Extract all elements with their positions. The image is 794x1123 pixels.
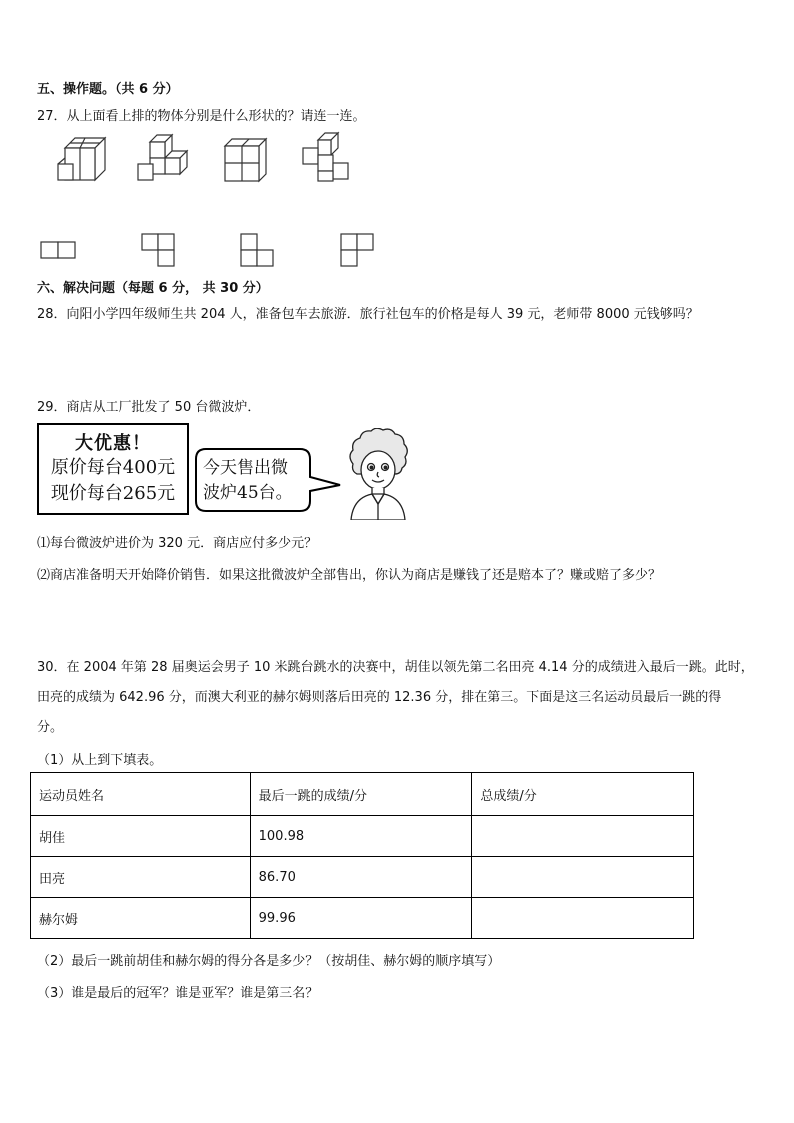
block-figure-1	[58, 138, 105, 180]
top-view-3	[241, 234, 273, 266]
section6-heading: 六、解决问题（每题 6 分， 共 30 分）	[37, 281, 269, 296]
block-figure-3	[225, 139, 266, 181]
table-header-cell: 总成绩/分	[472, 773, 694, 816]
table-cell-total[interactable]	[472, 898, 694, 939]
top-view-1	[41, 242, 75, 258]
promo-sign	[37, 423, 189, 515]
table-header-cell: 运动员姓名	[31, 773, 251, 816]
question-30-line3: 分。	[37, 720, 64, 735]
promo-title: 大优惠！	[75, 433, 151, 454]
table-cell-name: 赫尔姆	[31, 898, 251, 939]
table-row	[31, 857, 694, 898]
table-cell-total[interactable]	[472, 816, 694, 857]
table-row	[31, 898, 694, 939]
bubble-line-2: 波炉45台。	[203, 483, 293, 503]
promo-original-price: 原价每台400元	[50, 457, 176, 478]
promo-current-price: 现价每台265元	[50, 483, 176, 504]
person-illustration	[343, 428, 415, 520]
scores-table	[30, 772, 694, 939]
top-view-2	[142, 234, 174, 266]
section5-heading: 五、操作题。（共 6 分）	[37, 82, 179, 97]
block-figures	[40, 128, 370, 188]
question-29-part1: ⑴每台微波炉进价为 320 元．商店应付多少元？	[37, 536, 318, 551]
question-30-part3: （3）谁是最后的冠军？谁是亚军？谁是第三名？	[37, 986, 319, 1001]
question-29-part2: ⑵商店准备明天开始降价销售．如果这批微波炉全部售出，你认为商店是赚钱了还是赔本了？赚或赔了多少？	[37, 568, 662, 583]
question-29-stem: 29．商店从工厂批发了 50 台微波炉．	[37, 400, 261, 415]
table-row	[31, 816, 694, 857]
table-cell-last-jump: 86.70	[250, 857, 472, 898]
block-figure-2	[138, 135, 187, 180]
table-cell-last-jump: 100.98	[250, 816, 472, 857]
table-header-row	[31, 773, 694, 816]
top-view-shapes	[38, 230, 383, 270]
top-view-4	[341, 234, 373, 266]
table-cell-total[interactable]	[472, 857, 694, 898]
question-30-line1: 30．在 2004 年第 28 届奥运会男子 10 米跳台跳水的决赛中，胡佳以领先第二名田亮 4.14 分的成绩进入最后一跳。此时，	[37, 660, 754, 675]
question-28: 28．向阳小学四年级师生共 204 人，准备包车去旅游．旅行社包车的价格是每人 39 元，老师带 8000 元钱够吗？	[37, 307, 699, 322]
question-30-part2: （2）最后一跳前胡佳和赫尔姆的得分各是多少？（按胡佳、赫尔姆的顺序填写）	[37, 954, 501, 969]
bubble-line-1: 今天售出微	[203, 458, 288, 478]
question-30-part1: （1）从上到下填表。	[37, 753, 163, 768]
table-cell-name: 胡佳	[31, 816, 251, 857]
block-figure-4	[303, 133, 348, 181]
question-27: 27．从上面看上排的物体分别是什么形状的？请连一连。	[37, 109, 366, 124]
table-cell-last-jump: 99.96	[250, 898, 472, 939]
table-header-cell: 最后一跳的成绩/分	[250, 773, 472, 816]
question-30-line2: 田亮的成绩为 642.96 分，而澳大利亚的赫尔姆则落后田亮的 12.36 分，排在第三。下面是这三名运动员最后一跳的得	[37, 690, 722, 705]
table-cell-name: 田亮	[31, 857, 251, 898]
